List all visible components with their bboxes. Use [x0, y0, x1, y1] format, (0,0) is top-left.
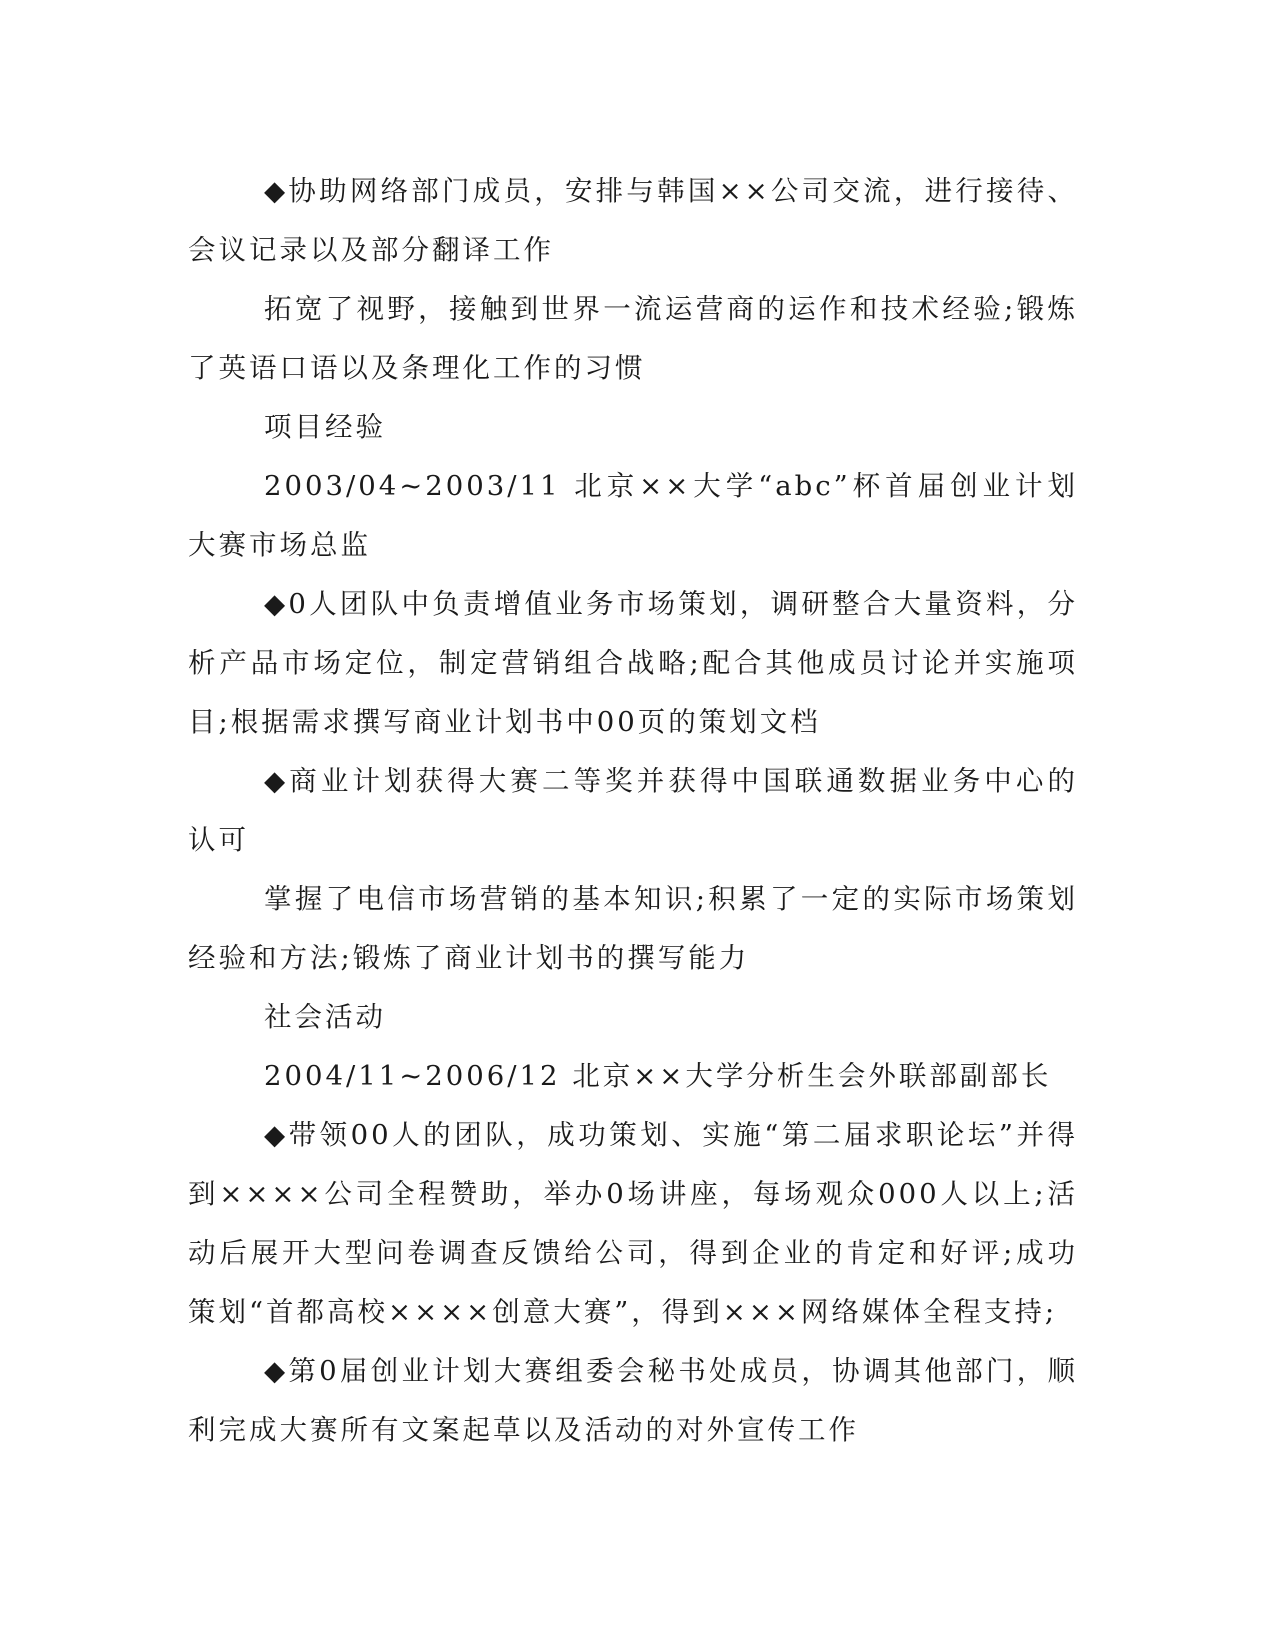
paragraph-vision-gain: 拓宽了视野，接触到世界一流运营商的运作和技术经验;锻炼了英语口语以及条理化工作的习惯: [188, 293, 1078, 384]
paragraph-activity-committee: ◆第0届创业计划大赛组委会秘书处成员，协调其他部门，顺利完成大赛所有文案起草以及活动的对外宣传工作: [188, 1355, 1078, 1446]
project-entry-title: 2003/04~2003/11 北京××大学“abc”杯首届创业计划大赛市场总监: [188, 470, 1078, 561]
section-heading-projects: 项目经验: [264, 411, 386, 443]
section-heading-activities: 社会活动: [264, 1001, 386, 1033]
paragraph-project-award: ◆商业计划获得大赛二等奖并获得中国联通数据业务中心的认可: [188, 765, 1078, 856]
document-body: [188, 162, 1078, 1460]
paragraph-activity-forum: ◆带领00人的团队，成功策划、实施“第二届求职论坛”并得到××××公司全程赞助，举办0场讲座，每场观众000人以上;活动后展开大型问卷调查反馈给公司，得到企业的肯定和好评;成功策划“首都高校××××创意大赛”，得到×××网络媒体全程支持;: [188, 1119, 1078, 1328]
paragraph-project-duties: ◆0人团队中负责增值业务市场策划，调研整合大量资料，分析产品市场定位，制定营销组合战略;配合其他成员讨论并实施项目;根据需求撰写商业计划书中00页的策划文档: [188, 588, 1078, 738]
paragraph-network-assist: ◆协助网络部门成员，安排与韩国××公司交流，进行接待、会议记录以及部分翻译工作: [188, 175, 1078, 266]
paragraph-project-learned: 掌握了电信市场营销的基本知识;积累了一定的实际市场策划经验和方法;锻炼了商业计划书的撰写能力: [188, 883, 1078, 974]
activity-entry-title: 2004/11~2006/12 北京××大学分析生会外联部副部长: [264, 1060, 1052, 1092]
